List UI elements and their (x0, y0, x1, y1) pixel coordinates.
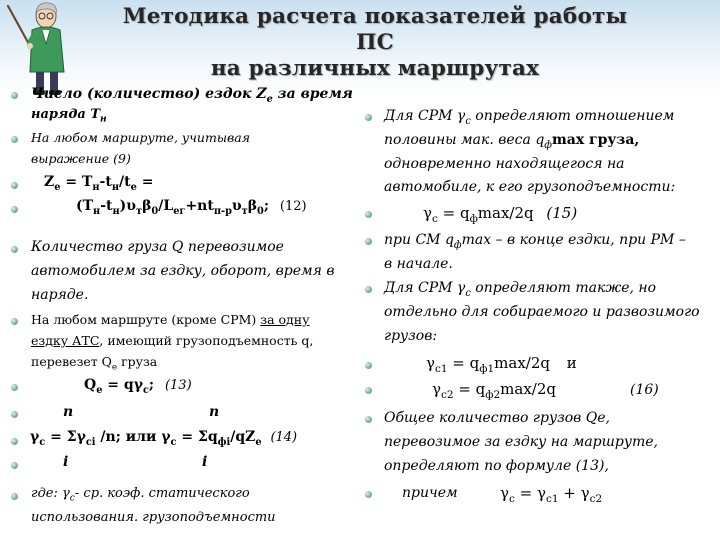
left-item-any-route-line2: выражение (9) (31, 151, 131, 166)
slide-title (120, 4, 630, 82)
formula-12-line1: $Z_е = Т_н-t_н/t_е$ = (44, 174, 154, 193)
right-item-total-cargo-line3: определяют по формуле (13), (384, 458, 609, 474)
formula-13-number: (13) (164, 378, 192, 393)
summation-upper-limit-right: n (209, 404, 220, 420)
left-item-where-gamma: где: $\gamma_с-$ ср. коэф. статического (31, 486, 250, 504)
right-item-srm-ratio-line3: одновременно находящегося на (384, 156, 625, 172)
left-item-trips-count: Число (количество) ездок $Z_е$ за время (31, 86, 353, 105)
formula-14: $\gamma_с = \Sigma\gamma_{сi}$ /n; или $\gamma_с = \Sigma q_{фi}/qZ_е$ (14) (30, 429, 298, 448)
right-item-total-cargo-line2: перевозимое за ездку на маршруте, (384, 434, 658, 450)
bullet-dot-icon (11, 318, 18, 325)
formula-and-word: и (566, 354, 577, 372)
bullet-dot-icon (365, 387, 372, 394)
left-item-any-route: На любом маршруте, учитывая (31, 130, 251, 145)
bullet-dot-icon (365, 114, 372, 121)
bullet-dot-icon (365, 238, 372, 245)
left-item-cargo-quantity-line3: наряде. (31, 287, 89, 303)
right-item-srm-separate-line3: грузов: (384, 328, 438, 344)
right-item-srm-separate: Для СРМ $\gamma_с$ определяют также, но (384, 280, 657, 299)
bullet-dot-icon (365, 362, 372, 369)
left-item-per-trip-line2: ездку АТС, имеющий грузоподъемность q, (31, 333, 314, 348)
teacher-pointing-figure-icon (0, 0, 74, 98)
formula-12-line2: $(Т_н-t_н)\upsilon_т\beta_0/L_{ег}+nt_{п-р}\upsilon_т\beta_0$; (12) (76, 198, 307, 217)
bullet-dot-icon (11, 136, 18, 143)
bullet-dot-icon (365, 286, 372, 293)
summation-upper-limit-left: n (63, 404, 74, 420)
right-item-total-cargo: Общее количество грузов Qе, (384, 410, 610, 426)
bullet-dot-icon (11, 246, 18, 253)
left-item-cargo-quantity-line2: автомобилем за ездку, оборот, время в (31, 263, 335, 279)
right-item-srm-ratio: Для СРМ $\gamma_с$ определяют отношением (384, 108, 675, 127)
formula-15-number: (15) (546, 204, 578, 222)
formula-13: $Q_е = q\gamma_с$; (13) (84, 377, 192, 396)
formula-gamma-sum: $\gamma_с = \gamma_{с1} + \gamma_{с2}$ (500, 484, 603, 505)
right-item-cm-pm-line2: в начале. (384, 256, 453, 272)
left-item-cargo-quantity: Количество груза Q перевозимое (31, 239, 284, 255)
formula-16-number: (16) (630, 382, 659, 398)
bullet-dot-icon (365, 491, 372, 498)
left-item-where-gamma-line2: использования. грузоподъемности (31, 510, 276, 525)
formula-gamma-c1: $\gamma_{с1} = q_{ф1}\max/2q$ и (426, 354, 577, 375)
right-item-srm-ratio-line4: автомобиле, к его грузоподъемности: (384, 179, 676, 195)
summation-index-right: i (202, 454, 208, 470)
summation-index-left: i (63, 454, 69, 470)
title-line-1: Методика расчета показателей работы ПС (122, 4, 628, 55)
formula-15: $\gamma_с = q_ф\max/2q$ (15) (423, 204, 578, 225)
formula-14-number: (14) (270, 430, 298, 445)
bullet-dot-icon (11, 411, 18, 418)
left-item-per-trip: На любом маршруте (кроме СРМ) за одну (31, 312, 310, 327)
formula-gamma-c2: $\gamma_{с2} = q_{ф2}\max/2q$ (432, 380, 556, 401)
right-item-whereby: причем (402, 485, 458, 501)
bullet-dot-icon (11, 438, 18, 445)
bullet-dot-icon (11, 462, 18, 469)
left-item-trips-count-line2: наряда $Т_н$ (31, 107, 107, 125)
title-line-2: на различных маршрутах (210, 56, 540, 81)
bullet-dot-icon (365, 416, 372, 423)
formula-12-number: (12) (279, 199, 307, 214)
right-item-srm-separate-line2: отдельно для собираемого и развозимого (384, 304, 700, 320)
bullet-dot-icon (11, 206, 18, 213)
left-item-per-trip-line3: перевезет $Q_е$ груза (31, 354, 158, 373)
bullet-dot-icon (365, 211, 372, 218)
right-item-cm-pm: при СМ $q_ф\max$ – в конце ездки, при РМ – (384, 232, 686, 251)
right-item-srm-ratio-line2: половины мак. веса $q_ф\max$ груза, (384, 132, 640, 151)
bullet-dot-icon (11, 493, 18, 500)
bullet-dot-icon (11, 384, 18, 391)
bullet-dot-icon (11, 182, 18, 189)
bullet-dot-icon (11, 92, 18, 99)
